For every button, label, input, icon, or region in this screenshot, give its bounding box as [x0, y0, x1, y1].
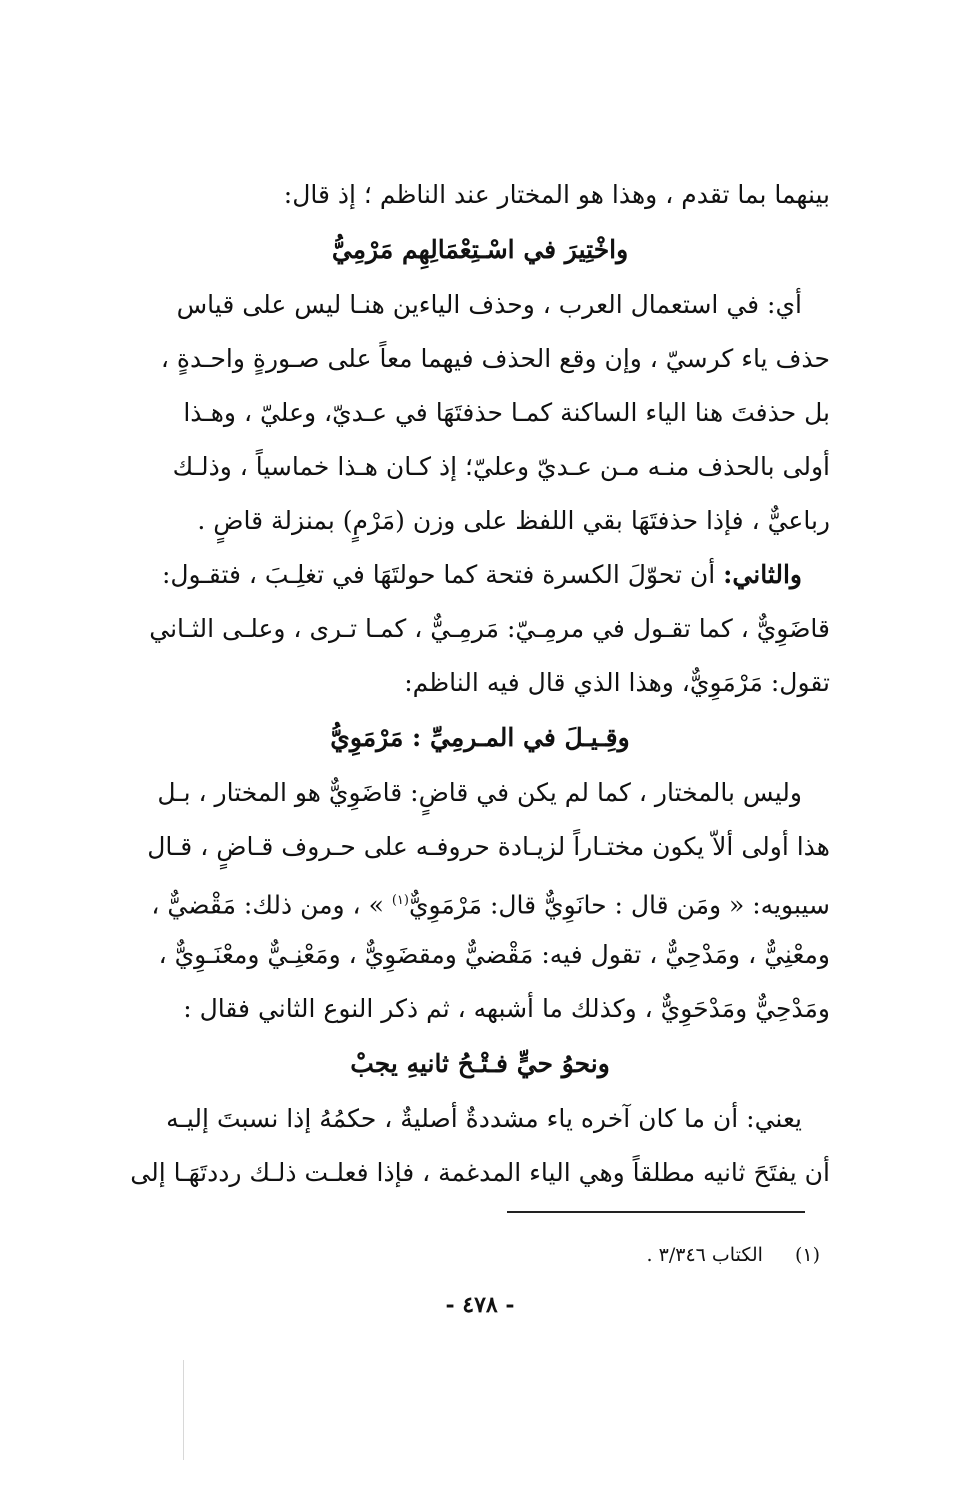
text-span: ، ومن ذلك: مَقْضيٌّ ،	[151, 890, 361, 920]
section-lead: والثاني:	[723, 560, 802, 589]
verse-line: واخْتِيرَ في اسْـتِعْمَالِهِم مَرْمِيُّ	[331, 235, 629, 264]
page-number: - ٤٧٨ -	[445, 1292, 515, 1318]
text-line: حذف ياء كرسيّ ، وإن وقع الحذف فيهما معاً على صـورةٍ واحـدةٍ ،	[160, 344, 830, 373]
text-line	[130, 874, 830, 928]
footnote-text: الكتاب ٣/٣٤٦ .	[646, 1244, 763, 1266]
text-line: أن يفتَحَ ثانيه مطلقاً وهي الياء المدغمة ، فإذا فعلـت ذلـك رددتَهَـا إلى	[130, 1158, 830, 1187]
text-span: أن تحوّلَ الكسرة فتحة كما حولتَهَا في تغلِـبَ ، فتقـول:	[161, 560, 716, 589]
footnote	[560, 1244, 820, 1266]
main-text	[130, 168, 830, 1200]
text-line: يعني: أن ما كان آخره ياء مشددةٌ أصليةٌ ، حكمُهُ إذا نسبتَ إليـه	[166, 1104, 802, 1133]
text-line: هذا أولى ألاّ يكون مختـاراً لزيـادة حروفـه على حـروف قـاضٍ ، قـال	[147, 832, 830, 861]
quote-close: »	[368, 890, 384, 920]
footnote-divider	[507, 1211, 805, 1213]
verse-line: ونحوُ حيٍّ فـتْـحُ ثانيهِ يجبْ	[350, 1049, 610, 1078]
text-line: ومعْنِيٌّ ، ومَدْحِيٌّ ، تقول فيه: مَقْضيٌّ ومقضَوِيٌّ ، ومَعْنِـيٌّ ومعْنَـوِيٌّ ،	[158, 940, 830, 969]
scan-edge-line	[183, 1360, 184, 1460]
text-line: ومَدْحِيٌّ ومَدْحَوِيٌّ ، وكذلك ما أشبهه ، ثم ذكر النوع الثاني فقال :	[183, 994, 830, 1023]
text-line: بينهما بما تقدم ، وهذا هو المختار عند الناظم ؛ إذ قال:	[283, 180, 830, 209]
text-line: أي: في استعمال العرب ، وحذف الياءين هنـا ليس على قياس	[176, 290, 802, 319]
text-line: بل حذفتَ هنا الياء الساكنة كمـا حذفتَهَا في عـديّ، وعليّ ، وهـذا	[183, 398, 830, 427]
text-line: قاضَوِيٌّ ، كما تقـول في مرمِـيّ: مَرمِـيٌّ ، كمـا تـرى ، وعلـى الثـاني	[149, 614, 830, 643]
text-line: تقول: مَرْمَوِيٌّ، وهذا الذي قال فيه الناظم:	[404, 668, 830, 697]
text-line	[130, 548, 830, 602]
text-line: أولى بالحذف منـه مـن عـديّ وعليّ؛ إذ كـان هـذا خماسياً ، وذلـك	[172, 452, 830, 481]
footnote-number: (١)	[794, 1244, 820, 1266]
text-line: رباعيٌّ ، فإذا حذفتَهَا بقي اللفظ على وزن (مَرْمٍ) بمنزلة قاضٍ .	[197, 506, 830, 535]
footnote-ref: (١)	[391, 893, 409, 908]
verse-line: وقِـيـلَ في المـرمِيِّ : مَرْمَوِيُّ	[330, 723, 630, 752]
text-span: سيبويه: « ومَن قال : حانَوِيٌّ قال: مَرْمَوِيٌّ	[408, 890, 830, 920]
text-line: وليس بالمختار ، كما لم يكن في قاضٍ: قاضَوِيٌّ هو المختار ، بـل	[157, 778, 802, 807]
